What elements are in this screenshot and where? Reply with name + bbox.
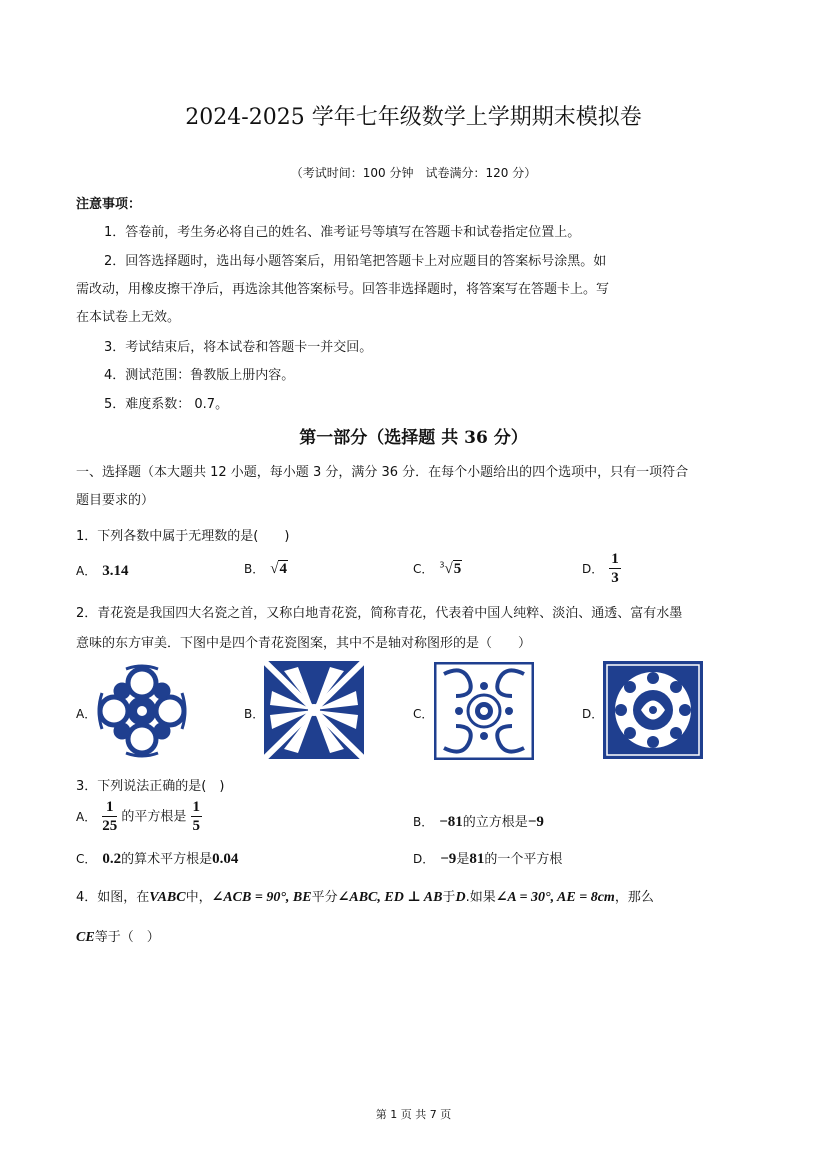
q1-b-radicand: 4 xyxy=(279,561,287,577)
porcelain-pattern-c xyxy=(434,662,534,760)
q2-c-label: C． xyxy=(413,707,434,721)
triangle-label: VABC xyxy=(149,890,186,905)
note-1: 1．答卷前，考生务必将自己的姓名、准考证号等填写在答题卡和试卷指定位置上。 xyxy=(104,225,581,240)
q4-math-2: ∠ABC, ED ⊥ AB xyxy=(337,890,443,905)
q3-d-text-2: 的一个平方根 xyxy=(484,852,563,867)
q4-text: ，那么 xyxy=(614,890,654,905)
page-footer: 第 1 页 共 7 页 xyxy=(375,1108,452,1121)
option-label: A． xyxy=(76,809,97,824)
q4-text: 于 xyxy=(442,890,456,905)
q1-d-denominator: 3 xyxy=(611,570,619,586)
q3-b-value: −81 xyxy=(439,814,463,830)
note-4: 4．测试范围：鲁教版上册内容。 xyxy=(104,368,295,383)
note-3: 3．考试结束后，将本试卷和答题卡一并交回。 xyxy=(104,340,373,355)
q1-option-a xyxy=(76,562,128,580)
note-2-line-1: 2．回答选择题时，选出每小题答案后，用铅笔把答题卡上对应题目的答案标号涂黑。如 xyxy=(104,254,607,269)
q3-b-value-2: −9 xyxy=(527,814,544,830)
q4-math-5: CE xyxy=(76,930,95,945)
note-2-line-3: 在本试卷上无效。 xyxy=(76,310,181,325)
porcelain-pattern-b xyxy=(264,661,364,759)
porcelain-pattern-d xyxy=(603,661,703,759)
instructions-line-1: 一、选择题（本大题共 12 小题，每小题 3 分，满分 36 分．在每个小题给出的四个选项中，只有一项符合 xyxy=(76,465,689,480)
q1-option-d xyxy=(582,552,621,586)
q4-math-4: ∠A = 30°, AE = 8cm xyxy=(495,890,615,905)
q2-line-2: 意味的东方审美．下图中是四个青花瓷图案，其中不是轴对称图形的是（ ） xyxy=(76,636,532,651)
q3-a-numerator: 1 xyxy=(102,800,117,817)
option-label: A． xyxy=(76,564,97,578)
q3-option-c xyxy=(76,848,238,868)
q1-a-value: 3.14 xyxy=(102,563,129,579)
notes-heading: 注意事项： xyxy=(76,197,142,212)
q3-option-a xyxy=(76,800,202,834)
q1-c-index: 3 xyxy=(439,560,445,570)
note-5: 5．难度系数： 0.7。 xyxy=(104,397,229,412)
q3-d-text: 是 xyxy=(456,852,470,867)
q2-line-1: 2．青花瓷是我国四大名瓷之首，又称白地青花瓷，简称青花，代表着中国人纯粹、淡泊、通透、富有水墨 xyxy=(76,606,683,621)
q1-option-b xyxy=(244,560,288,578)
q2-d-label: D． xyxy=(582,707,604,721)
option-label: D． xyxy=(413,852,435,866)
q2-a-label: A． xyxy=(76,707,97,721)
q1-option-c xyxy=(413,560,462,578)
q1-d-numerator: 1 xyxy=(611,551,619,567)
q3-c-value-2: 0.04 xyxy=(212,851,239,867)
q3-c-text: 的算术平方根是 xyxy=(121,852,213,867)
option-label: D． xyxy=(582,561,604,576)
q4-math-1: ∠ACB = 90°, BE xyxy=(211,890,312,905)
q3-option-d xyxy=(413,848,562,868)
q1-stem: 1．下列各数中属于无理数的是( ) xyxy=(76,529,290,544)
option-label: B． xyxy=(413,815,434,829)
porcelain-pattern-a xyxy=(92,663,192,759)
q3-b-text: 的立方根是 xyxy=(462,815,528,830)
q4-text: 平分 xyxy=(311,890,338,905)
q4-text: 中， xyxy=(185,890,212,905)
section-heading: 第一部分（选择题 共 36 分） xyxy=(299,428,528,448)
q2-b-label: B． xyxy=(244,707,265,721)
note-2-line-2: 需改动，用橡皮擦干净后，再选涂其他答案标号。回答非选择题时，将答案写在答题卡上。写 xyxy=(76,282,610,297)
option-label: B． xyxy=(244,562,265,576)
page-title: 2024-2025 学年七年级数学上学期期末模拟卷 xyxy=(185,105,642,130)
instructions-line-2: 题目要求的） xyxy=(76,493,155,508)
q3-option-b xyxy=(413,811,544,831)
q3-a-text: 的平方根是 xyxy=(121,809,187,825)
q4-line-2 xyxy=(76,926,160,946)
fraction xyxy=(609,552,621,586)
q4-line-1 xyxy=(76,886,654,906)
sqrt-symbol: √ xyxy=(270,561,279,577)
root-symbol: √ xyxy=(444,561,453,577)
q3-a-denominator: 25 xyxy=(102,818,118,834)
q4-math-3: D xyxy=(455,890,466,905)
q4-text: .如果 xyxy=(465,890,496,905)
option-label: C． xyxy=(413,562,434,576)
fraction xyxy=(191,800,203,834)
option-label: C． xyxy=(76,852,97,866)
q3-d-value-2: 81 xyxy=(469,851,485,867)
fraction xyxy=(102,800,117,834)
q3-a-numerator-2: 1 xyxy=(192,799,201,815)
q4-text: 4．如图，在 xyxy=(76,890,150,905)
q1-c-radicand: 5 xyxy=(453,561,462,577)
q3-a-denominator-2: 5 xyxy=(192,818,201,834)
q3-c-value: 0.2 xyxy=(102,851,122,867)
q4-text: 等于（ ） xyxy=(94,930,160,945)
q3-stem: 3．下列说法正确的是( ) xyxy=(76,779,225,794)
q3-d-value: −9 xyxy=(440,851,457,867)
exam-info: （考试时间：100 分钟 试卷满分：120 分） xyxy=(290,166,537,180)
